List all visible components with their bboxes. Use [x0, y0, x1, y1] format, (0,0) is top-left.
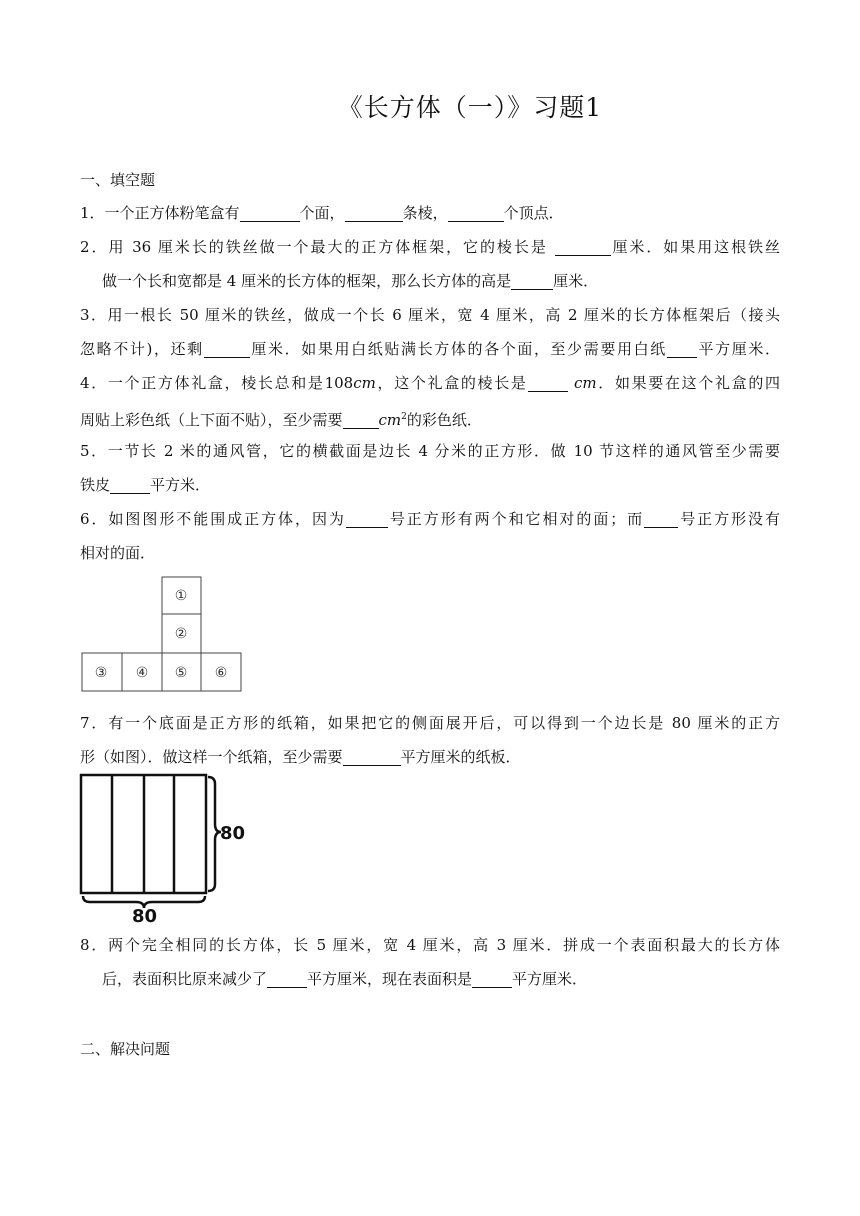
- q8-text-a: 8．两个完全相同的长方体，长 5 厘米，宽 4 厘米，高 3 厘米．拼成一个表面积最大的长方体: [80, 936, 780, 954]
- question-1: [80, 196, 780, 230]
- net-label-6: ⑥: [214, 665, 228, 681]
- question-2: [80, 230, 780, 298]
- q8-blank-surface[interactable]: [472, 969, 512, 988]
- q4-text-a4: ，这个礼盒的棱长是: [375, 374, 528, 392]
- q5-text-c: 平方米．: [150, 476, 211, 494]
- q2-text-b: 厘米．如果用这根铁丝: [610, 238, 781, 256]
- q4-text-c: ．如果要在这个礼盒的四: [596, 374, 780, 392]
- q2-blank-height[interactable]: [511, 271, 553, 290]
- q2-text-a: 2．用 36 厘米长的铁丝做一个最大的正方体框架，它的棱长是: [80, 238, 555, 256]
- question-3: [80, 298, 780, 366]
- q4-blank-edge[interactable]: [528, 373, 568, 392]
- question-5: [80, 434, 780, 502]
- net-label-1: ①: [174, 588, 188, 604]
- q4-blank-paper[interactable]: [343, 410, 379, 429]
- question-7: [80, 706, 780, 774]
- q3-blank-remaining[interactable]: [204, 339, 250, 358]
- page-title: 《长方体（一）》习题1: [337, 93, 603, 122]
- net-label-2: ②: [174, 626, 188, 642]
- net-label-5: ⑤: [174, 665, 188, 681]
- section-heading-fill-blank: 一、填空题: [80, 171, 156, 189]
- section-heading-solve: 二、解决问题: [80, 1040, 171, 1058]
- q6-text-d: 相对的面．: [80, 544, 156, 562]
- q5-text-a: 5．一节长 2 米的通风管，它的横截面是边长 4 分米的正方形．做 10 节这样的通风管至少需要: [80, 442, 780, 460]
- question-4: [80, 366, 780, 437]
- q6-text-a: 6．如图图形不能围成正方体，因为: [80, 510, 346, 528]
- q6-blank-square-b[interactable]: [644, 509, 678, 528]
- q4-unit-cm: cm: [353, 374, 376, 392]
- question-6: [80, 502, 780, 570]
- q3-text-a: 3．用一根长 50 厘米的铁丝，做成一个长 6 厘米，宽 4 厘米，高 2 厘米的长方体框架后（接头: [80, 306, 780, 324]
- q3-text-b: 忽略不计)，还剩: [80, 340, 204, 358]
- q1-blank-vertices[interactable]: [448, 203, 504, 222]
- q4-text-d: 周贴上彩色纸（上下面不贴），至少需要: [80, 411, 343, 429]
- q1-blank-faces[interactable]: [240, 203, 300, 222]
- q4-unit-cm-sq: cm: [378, 411, 402, 429]
- q3-blank-paper[interactable]: [667, 339, 697, 358]
- side-length-label: 80: [220, 823, 246, 844]
- q4-total: 108: [324, 374, 354, 392]
- q8-blank-reduced[interactable]: [267, 969, 307, 988]
- q4-text-f: 的彩色纸．: [406, 411, 482, 429]
- q7-text-c: 平方厘米的纸板．: [400, 748, 521, 766]
- q2-text-c: 做一个长和宽都是 4 厘米的长方体的框架，那么长方体的高是: [102, 272, 512, 290]
- q2-text-d: 厘米．: [553, 272, 599, 290]
- question-8: [80, 928, 780, 996]
- q3-text-c: 厘米．如果用白纸贴满长方体的各个面，至少需要用白纸: [249, 340, 667, 358]
- net-label-4: ④: [135, 665, 149, 681]
- q8-text-d: 平方厘米．: [512, 970, 588, 988]
- q6-text-c: 号正方形没有: [678, 510, 780, 528]
- q1-text-b: 个面，: [299, 204, 345, 222]
- q1-blank-edges[interactable]: [345, 203, 403, 222]
- q4-text-a: 4．一个正方体礼盒，棱长总和是: [80, 374, 325, 392]
- q5-blank-iron[interactable]: [110, 475, 150, 494]
- q1-text-d: 个顶点．: [503, 204, 564, 222]
- q6-text-b: 号正方形有两个和它相对的面；而: [387, 510, 645, 528]
- q4-unit-cm-2: cm: [574, 374, 597, 392]
- q6-blank-square-a[interactable]: [346, 509, 388, 528]
- cube-net-figure: [80, 575, 245, 695]
- q1-text-c: 条棱，: [402, 204, 448, 222]
- q7-text-a: 7．有一个底面是正方形的纸箱，如果把它的侧面展开后，可以得到一个边长是 80 厘米的正方: [80, 714, 780, 732]
- q8-text-c: 平方厘米，现在表面积是: [307, 970, 473, 988]
- q5-text-b: 铁皮: [80, 476, 111, 494]
- q2-blank-edge-length[interactable]: [555, 237, 611, 256]
- bottom-length-label: 80: [132, 906, 158, 924]
- box-side-unfold-figure: [78, 772, 248, 924]
- q4-unit-exponent: 2: [401, 412, 407, 422]
- q8-text-b: 后，表面积比原来减少了: [102, 970, 268, 988]
- net-label-3: ③: [94, 665, 108, 681]
- q7-text-b: 形（如图）．做这样一个纸箱，至少需要: [80, 748, 343, 766]
- q1-text-a: 1．一个正方体粉笔盒有: [80, 204, 240, 222]
- q3-text-d: 平方厘米．: [696, 340, 780, 358]
- q7-blank-board[interactable]: [343, 747, 401, 766]
